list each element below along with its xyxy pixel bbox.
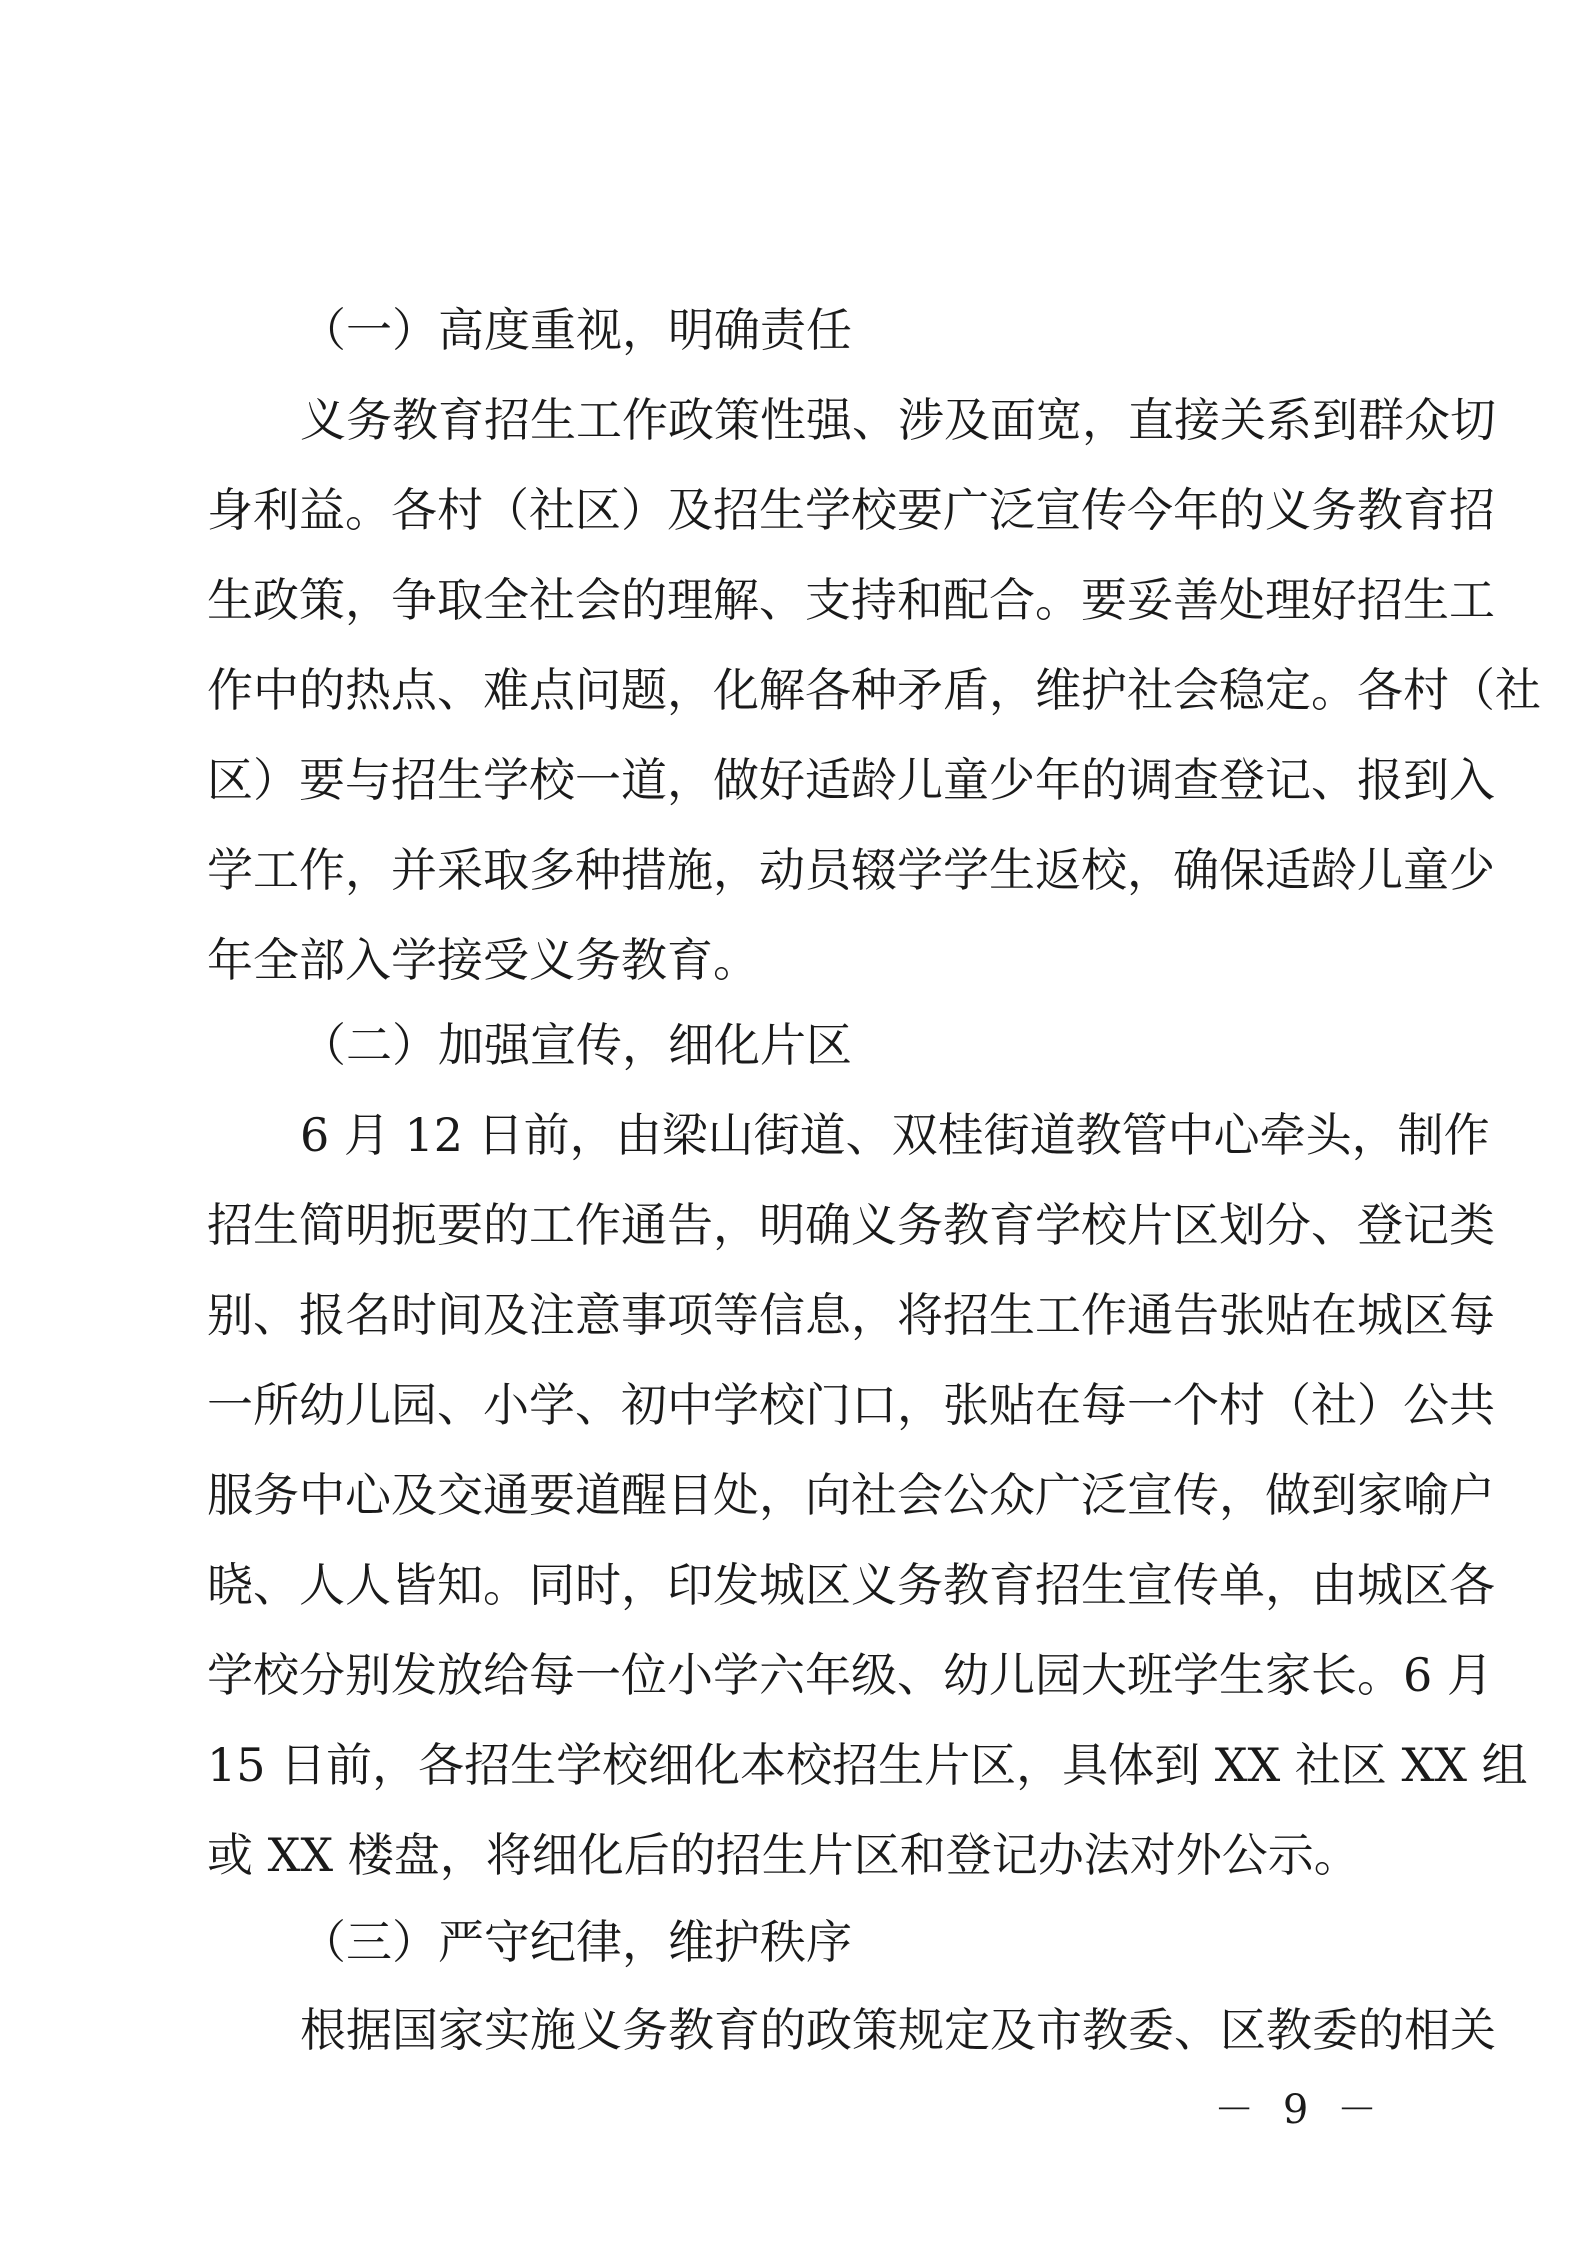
paragraph-line: 身利益。各村（社区）及招生学校要广泛宣传今年的义务教育招 bbox=[207, 483, 1495, 537]
paragraph-line: 晓、人人皆知。同时，印发城区义务教育招生宣传单，由城区各 bbox=[207, 1558, 1495, 1612]
section-heading-3: （三）严守纪律，维护秩序 bbox=[300, 1915, 852, 1969]
paragraph-line: 年全部入学接受义务教育。 bbox=[207, 933, 759, 987]
paragraph-line: 义务教育招生工作政策性强、涉及面宽，直接关系到群众切 bbox=[300, 393, 1496, 447]
paragraph-line: 作中的热点、难点问题，化解各种矛盾，维护社会稳定。各村（社 bbox=[207, 663, 1541, 717]
paragraph-line: 根据国家实施义务教育的政策规定及市教委、区教委的相关 bbox=[300, 2003, 1496, 2057]
paragraph-line: 或 XX 楼盘，将细化后的招生片区和登记办法对外公示。 bbox=[207, 1828, 1360, 1882]
paragraph-line: 招生简明扼要的工作通告，明确义务教育学校片区划分、登记类 bbox=[207, 1198, 1495, 1252]
paragraph-line: 生政策，争取全社会的理解、支持和配合。要妥善处理好招生工 bbox=[207, 573, 1495, 627]
paragraph-line: 一所幼儿园、小学、初中学校门口，张贴在每一个村（社）公共 bbox=[207, 1378, 1495, 1432]
section-heading-1: （一）高度重视，明确责任 bbox=[300, 303, 852, 357]
page-number: － 9 － bbox=[1214, 2087, 1385, 2133]
paragraph-line: 学校分别发放给每一位小学六年级、幼儿园大班学生家长。6 月 bbox=[207, 1648, 1493, 1702]
paragraph-line: 15 日前，各招生学校细化本校招生片区，具体到 XX 社区 XX 组 bbox=[207, 1738, 1528, 1792]
section-heading-2: （二）加强宣传，细化片区 bbox=[300, 1018, 852, 1072]
paragraph-line: 学工作，并采取多种措施，动员辍学学生返校，确保适龄儿童少 bbox=[207, 843, 1495, 897]
paragraph-line: 服务中心及交通要道醒目处，向社会公众广泛宣传，做到家喻户 bbox=[207, 1468, 1495, 1522]
paragraph-line: 区）要与招生学校一道，做好适龄儿童少年的调查登记、报到入 bbox=[207, 753, 1495, 807]
paragraph-line: 6 月 12 日前，由梁山街道、双桂街道教管中心牵头，制作 bbox=[300, 1108, 1490, 1162]
paragraph-line: 别、报名时间及注意事项等信息，将招生工作通告张贴在城区每 bbox=[207, 1288, 1495, 1342]
